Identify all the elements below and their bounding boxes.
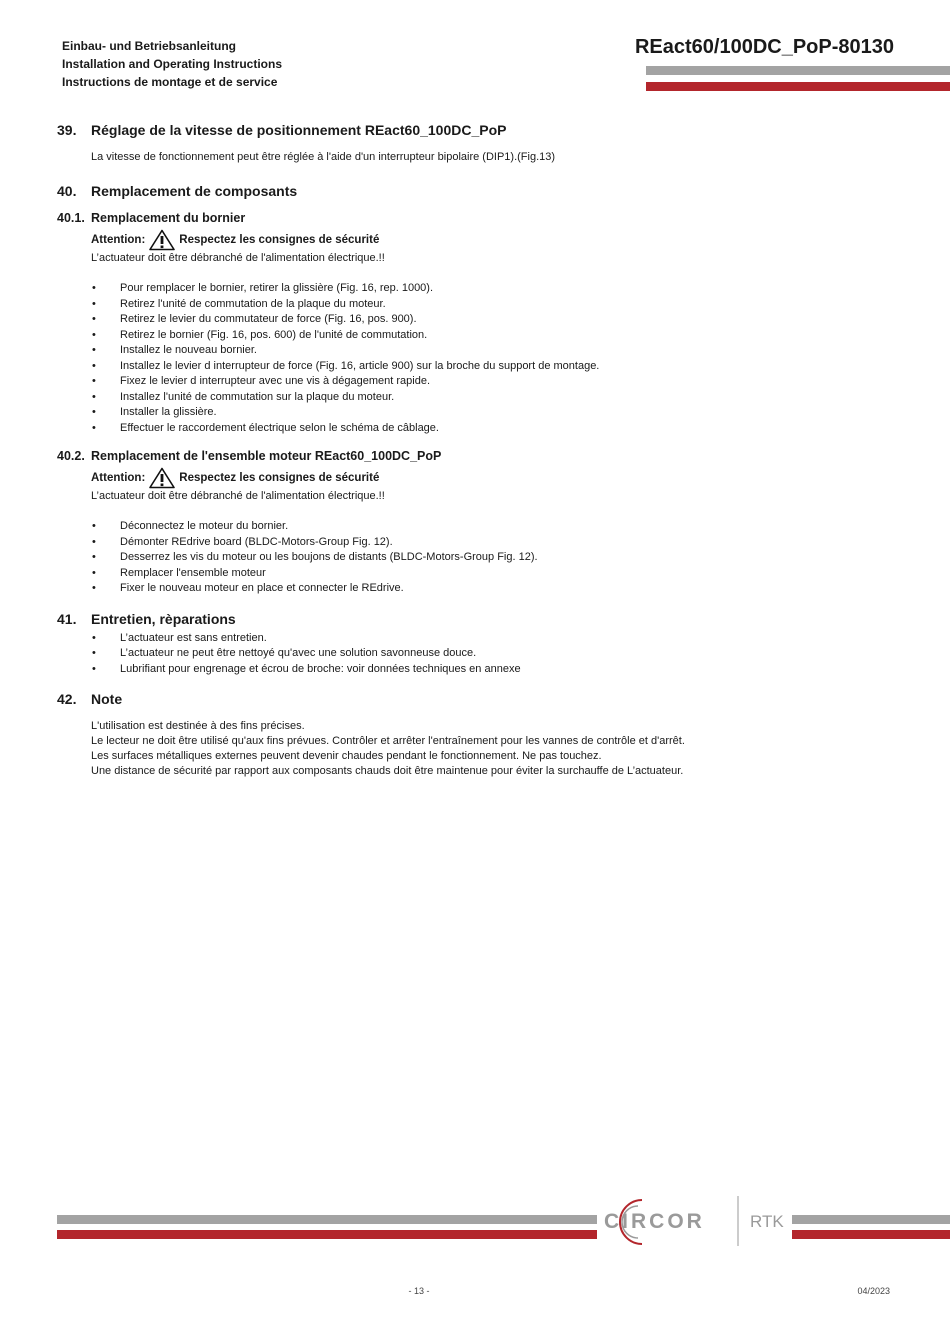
section-41-heading	[57, 611, 897, 631]
section-title: Note	[91, 691, 123, 707]
section-title: Réglage de la vitesse de positionnement REact60_100DC_PoP	[91, 122, 507, 138]
attention-text: Respectez les consignes de sécurité	[179, 472, 380, 484]
section-40-2-heading	[57, 449, 897, 467]
section-40-heading	[57, 183, 897, 203]
subsection-title: Remplacement du bornier	[91, 211, 246, 225]
power-disconnect-note: L’actuateur doit être débranché de l'alimentation électrique.!!	[91, 490, 385, 502]
list-item: • Installez l'unité de commutation sur la plaque du moteur.	[120, 390, 897, 406]
note-line: Le lecteur ne doit être utilisé qu'aux fins prévues. Contrôler et arrêter l'entraînement pour les vannes de contrôle et d'arrêt.	[91, 735, 685, 747]
subsection-title: Remplacement de l'ensemble moteur REact60_100DC_PoP	[91, 449, 442, 463]
attention-text: Respectez les consignes de sécurité	[179, 234, 380, 246]
header-document-types	[62, 37, 282, 91]
section-number: 39.	[57, 122, 77, 138]
note-line: Les surfaces métalliques externes peuvent devenir chaudes pendant le fonctionnement. Ne pas touchez.	[91, 750, 602, 762]
page-number: - 13 -	[408, 1286, 430, 1296]
warning-triangle-icon	[149, 229, 175, 251]
section-39-heading	[57, 122, 897, 142]
section-title: Entretien, rèparations	[91, 610, 236, 627]
footer-gray-bar-left	[57, 1215, 597, 1224]
note-line: Une distance de sécurité par rapport aux composants chauds doit être maintenue pour éviter la surchauffe de L’actuateur.	[91, 765, 684, 777]
header-line-fr: Instructions de montage et de service	[62, 75, 278, 89]
page-content	[57, 122, 897, 779]
section-number: 40.	[57, 183, 77, 199]
attention-label: Attention:	[91, 234, 146, 246]
attention-notice	[91, 467, 897, 489]
section-number: 42.	[57, 691, 77, 707]
subsection-number: 40.2.	[57, 449, 85, 463]
list-item: • Installer la glissière.	[120, 405, 897, 421]
list-item: • Déconnectez le moteur du bornier.	[120, 519, 897, 535]
section-number: 41.	[57, 610, 77, 627]
logo-sub-text: RTK	[750, 1212, 784, 1231]
list-item: • L’actuateur est sans entretien.	[120, 631, 897, 647]
motor-replacement-steps	[57, 519, 897, 597]
section-40-1-heading	[57, 211, 897, 229]
revision-date: 04/2023	[857, 1286, 890, 1296]
list-item: • L’actuateur ne peut être nettoyé qu'avec une solution savonneuse douce.	[120, 646, 897, 662]
section-title: Remplacement de composants	[91, 183, 298, 199]
header-red-bar	[646, 82, 950, 91]
list-item: • Pour remplacer le bornier, retirer la glissière (Fig. 16, rep. 1000).	[120, 281, 897, 297]
attention-notice	[91, 229, 897, 251]
list-item: • Retirez le bornier (Fig. 16, pos. 600) de l'unité de commutation.	[120, 328, 897, 344]
list-item: • Installez le nouveau bornier.	[120, 343, 897, 359]
power-disconnect-note: L’actuateur doit être débranché de l'alimentation électrique.!!	[91, 252, 385, 264]
list-item: • Lubrifiant pour engrenage et écrou de broche: voir données techniques en annexe	[120, 662, 897, 678]
note-line: L'utilisation est destinée à des fins précises.	[91, 720, 305, 732]
header-gray-bar	[646, 66, 950, 75]
list-item: • Démonter REdrive board (BLDC-Motors-Group Fig. 12).	[120, 535, 897, 551]
footer-red-bar-left	[57, 1230, 597, 1239]
list-item: • Retirez le levier du commutateur de force (Fig. 16, pos. 900).	[120, 312, 897, 328]
maintenance-items	[57, 631, 897, 678]
circor-rtk-logo	[598, 1192, 794, 1252]
section-42-heading	[57, 691, 897, 711]
footer-red-bar-right	[792, 1230, 950, 1239]
list-item: • Remplacer l'ensemble moteur	[120, 566, 897, 582]
warning-triangle-icon	[149, 467, 175, 489]
logo-brand-text: CIRCOR	[604, 1210, 705, 1233]
list-item: • Installez le levier d interrupteur de force (Fig. 16, article 900) sur la broche du support de montage.	[120, 359, 897, 375]
footer-gray-bar-right	[792, 1215, 950, 1224]
subsection-number: 40.1.	[57, 211, 85, 225]
terminal-replacement-steps	[57, 281, 897, 436]
section-39-text: La vitesse de fonctionnement peut être réglée à l'aide d'un interrupteur bipolaire (DIP1).(Fig.13)	[91, 151, 556, 163]
list-item: • Effectuer le raccordement électrique selon le schéma de câblage.	[120, 421, 897, 437]
header-line-en: Installation and Operating Instructions	[62, 57, 283, 71]
list-item: • Desserrez les vis du moteur ou les boujons de distants (BLDC-Motors-Group Fig. 12).	[120, 550, 897, 566]
document-title: REact60/100DC_PoP-80130	[634, 36, 894, 58]
list-item: • Fixez le levier d interrupteur avec une vis à dégagement rapide.	[120, 374, 897, 390]
header-line-de: Einbau- und Betriebsanleitung	[62, 39, 237, 53]
list-item: • Fixer le nouveau moteur en place et connecter le REdrive.	[120, 581, 897, 597]
attention-label: Attention:	[91, 472, 146, 484]
list-item: • Retirez l'unité de commutation de la plaque du moteur.	[120, 297, 897, 313]
